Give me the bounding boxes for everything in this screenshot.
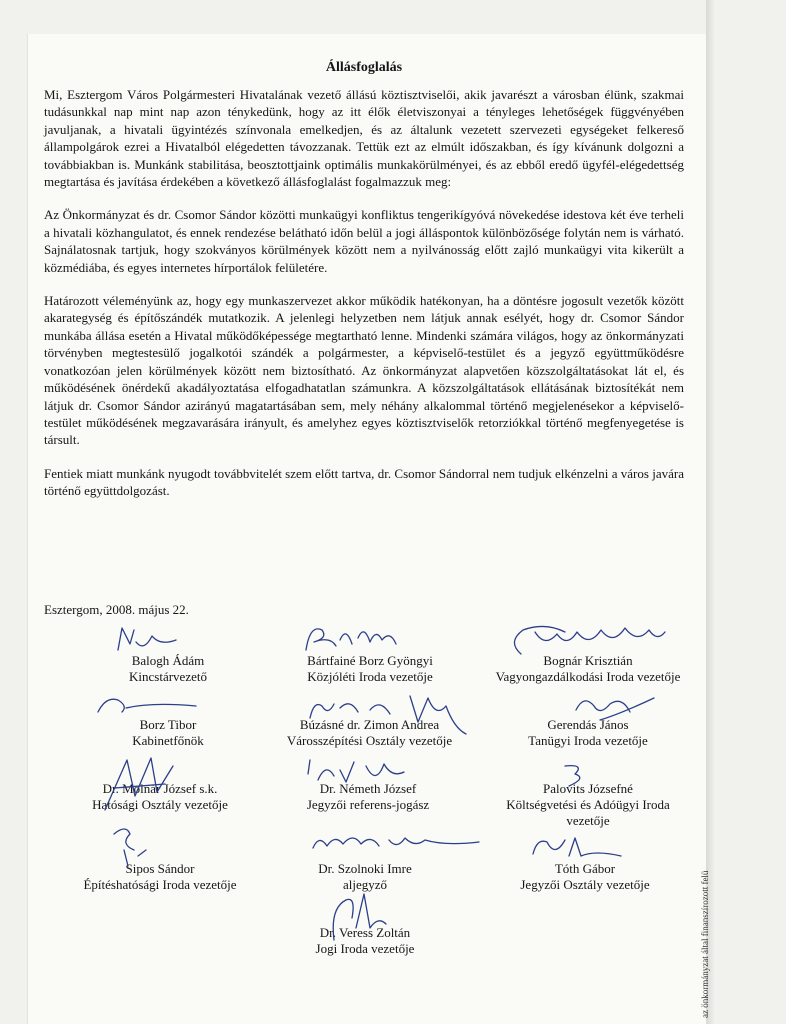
signatory-name: Gerendás János: [547, 717, 629, 732]
signatory-name: Dr. Molnár József s.k.: [102, 781, 218, 796]
signatory-name: Dr. Németh József: [319, 781, 417, 796]
signatory-name: Palovits Józsefné: [543, 781, 633, 796]
signatory-balogh: [88, 653, 248, 685]
signatory-name: Dr. Veress Zoltán: [319, 925, 411, 940]
signatory-name: Bognár Krisztián: [543, 653, 633, 668]
signatory-szolnoki: [290, 861, 440, 893]
paragraph-conflict: Az Önkormányzat és dr. Csomor Sándor közötti munkaügyi konfliktus tengerikígyóvá növekedése idestova két éve terheli a hivatali közhangulatot, és ennek rendezése belátható időn belül a jogi álláspontok különbözősége folytán nem is várható. Sajnálatosnak tartjuk, hogy szokványos körülmények között nem a nyilvánosság előtt zajló munkaügyi vita kikerült a közmédiába, és egyes internetes hírportálok felületére.: [44, 207, 684, 275]
signatory-role: Költségvetési és Adóügyi Iroda vezetője: [506, 797, 670, 828]
signatory-nemeth: [278, 781, 458, 813]
signatory-sipos: [50, 861, 270, 893]
signatory-borz: [78, 717, 258, 749]
signatory-veress: [290, 925, 440, 957]
signatory-role: Vagyongazdálkodási Iroda vezetője: [495, 669, 681, 684]
signatory-role: Kincstárvezető: [129, 669, 207, 684]
signatory-name: Balogh Ádám: [131, 653, 205, 668]
paragraph-opinion: Határozott véleményünk az, hogy egy munkaszervezet akkor működik hatékonyan, ha a döntésre jogosult vezetők között akarategység és építőszándék mutatkozik. A jelenlegi helyzetben nem látjuk annak esélyét, hogy dr. Csomor Sándor munkába állása esetén a Hivatal működőképessége megtartható lenne. Mindenki számára világos, hogy az önkormányzati törvényben megtestesülő jogalkotói szándék a polgármester, a képviselő-testület és a jegyző együttműködésre vonatkozóan jelen körülmények között nem biztosítható. Az önkormányzat alapvetően közszolgáltatásokat lát el, és működésének önérdekű akadályoztatása elfogadhatatlan számunkra. A közszolgáltatások ellátásának biztosítékát nem látjuk dr. Csomor Sándor azirányú magatartásában sem, mely néhány alkalommal történő megjelenésekor a képviselő-testület működésének megzavarására irányult, és amelyhez egyes köztisztviselők retorziókkal történő megfenyegetése is társult.: [44, 293, 684, 448]
signatory-bartfaine: [270, 653, 470, 685]
signatory-name: Bártfainé Borz Gyöngyi: [307, 653, 433, 668]
signatory-role: aljegyző: [342, 877, 388, 892]
signatory-role: Jegyzői referens-jogász: [306, 797, 430, 812]
document-title: Állásfoglalás: [325, 60, 403, 75]
signatory-name: Sipos Sándor: [125, 861, 195, 876]
signatory-buzasne: [262, 717, 477, 749]
signatory-name: Borz Tibor: [139, 717, 197, 732]
signatory-name: Dr. Szolnoki Imre: [318, 861, 412, 876]
paragraph-conclusion: Fentiek miatt munkánk nyugodt továbbvitelét szem előtt tartva, dr. Csomor Sándorral nem tudjuk elkénzelni a város javára történő együttdolgozást.: [44, 465, 684, 499]
signatory-role: Kabinetfőnök: [132, 733, 204, 748]
signatory-name: Búzásné dr. Zimon Andrea: [299, 717, 440, 732]
signatory-role: Építéshatósági Iroda vezetője: [83, 877, 237, 892]
signatory-role: Jogi Iroda vezetője: [315, 941, 415, 956]
document-body: [44, 60, 684, 516]
signatory-role: Tanügyi Iroda vezetője: [528, 733, 648, 748]
signatory-role: Közjóléti Iroda vezetője: [307, 669, 433, 684]
signatory-toth: [500, 861, 670, 893]
signatory-palovits: [488, 781, 688, 829]
signatory-role: Jegyzői Osztály vezetője: [520, 877, 650, 892]
signatory-molnar: [60, 781, 260, 813]
paragraph-intro: Mi, Esztergom Város Polgármesteri Hivatalának vezető állású köztisztviselői, akik javarészt a városban élünk, szakmai tudásunkkal nap mint nap azon ténykedünk, hogy az itt élők életviszonyai a tényleges lehetőségek függvényében javuljanak, a hivatali ügyintézés színvonala emelkedjen, és az általunk vezetett szervezeti egységeket felkereső állampolgárok ezrei a Hivatalból elégedetten távozzanak. Tettük ezt az elmúlt időszakban, és így kívánunk dolgozni a továbbiakban is. Munkánk stabilitása, beosztottjaink optimális munkakörülményei, és az ebből eredő ügyfél-elégedettség megtartása és javítása érdekében a következő állásfoglalást fogalmazzuk meg:: [44, 87, 684, 190]
signatory-gerendas: [488, 717, 688, 749]
signatory-role: Városszépítési Osztály vezetője: [286, 733, 453, 748]
signatory-role: Hatósági Osztály vezetője: [92, 797, 228, 812]
side-note: az önkormányzat által finanszírozott felü: [700, 870, 710, 1018]
signatory-bognar: [478, 653, 698, 685]
signatory-name: Tóth Gábor: [554, 861, 616, 876]
date-line: Esztergom, 2008. május 22.: [44, 602, 189, 617]
